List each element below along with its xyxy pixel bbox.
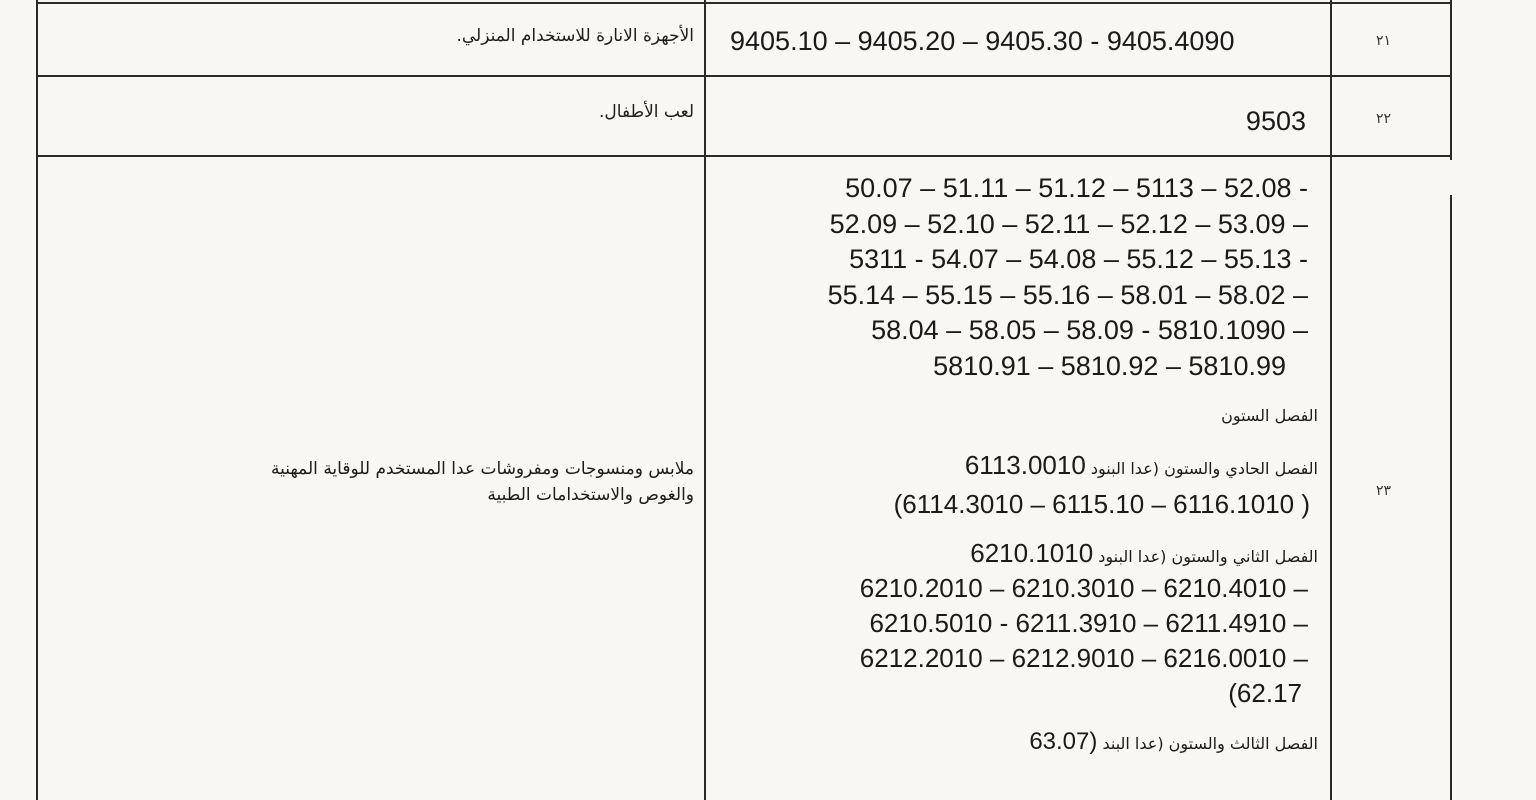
code-line: 58.04 – 58.05 – 58.09 - 5810.1090 – [871, 315, 1308, 345]
chapter-61-label: الفصل الحادي والستون (عدا البنود [1090, 459, 1318, 478]
code-line: 50.07 – 51.11 – 51.12 – 5113 – 52.08 - [845, 173, 1308, 203]
chapter-62 [970, 538, 1318, 569]
code-line: 6210.2010 – 6210.3010 – 6210.4010 – [859, 573, 1308, 603]
code-line: 5311 - 54.07 – 54.08 – 55.12 – 55.13 - [849, 244, 1308, 274]
chapter-61-codes: (6114.3010 – 6115.10 – 6116.1010 ) [893, 489, 1310, 519]
chapter-63 [1029, 728, 1318, 756]
hs-codes-list [828, 171, 1308, 384]
code-line: 52.09 – 52.10 – 52.11 – 52.12 – 53.09 – [829, 208, 1308, 239]
code-line: (62.17 [1228, 678, 1302, 708]
code-line: 5810.91 – 5810.92 – 5810.99 [933, 350, 1286, 381]
table-left-border [36, 0, 38, 800]
row-divider [36, 75, 1452, 77]
row-serial: ٢٢ [1376, 111, 1392, 127]
chapter-60: الفصل الستون [1221, 406, 1318, 425]
code-line: 6212.2010 – 6212.9010 – 6216.0010 – [859, 643, 1308, 673]
code-line: 55.14 – 55.15 – 55.16 – 58.01 – 58.02 – [827, 279, 1308, 310]
column-divider [704, 0, 706, 800]
table-right-border [1450, 0, 1452, 160]
row-serial: ٢٣ [1376, 483, 1392, 499]
hs-codes: 9503 [1245, 106, 1306, 136]
chapter-62-label: الفصل الثاني والستون (عدا البنود [1098, 547, 1318, 566]
table-top-border [36, 2, 1452, 4]
description-line: والغوص والاستخدامات الطبية [487, 485, 694, 505]
hs-codes: 9405.10 – 9405.20 – 9405.30 - 9405.4090 [730, 26, 1235, 56]
row-divider [36, 155, 1452, 157]
row-serial: ٢١ [1376, 33, 1392, 49]
item-description: الأجهزة الانارة للاستخدام المنزلي. [456, 26, 694, 46]
chapter-63-label: الفصل الثالث والستون (عدا البند [1102, 734, 1318, 753]
item-description: لعب الأطفال. [599, 102, 694, 122]
chapter-61-code: 6113.0010 [964, 450, 1086, 480]
description-line: ملابس ومنسوجات ومفروشات عدا المستخدم للوقاية المهنية [270, 459, 694, 479]
chapter-62-codes [860, 571, 1308, 711]
column-divider [1330, 0, 1332, 800]
code-line: 6210.5010 - 6211.3910 – 6211.4910 – [869, 608, 1308, 638]
chapter-61 [965, 450, 1318, 481]
item-description [271, 456, 694, 508]
chapter-62-code: 6210.1010 [970, 538, 1094, 568]
chapter-63-code: 63.07) [1029, 728, 1098, 755]
table-right-border [1450, 195, 1452, 800]
